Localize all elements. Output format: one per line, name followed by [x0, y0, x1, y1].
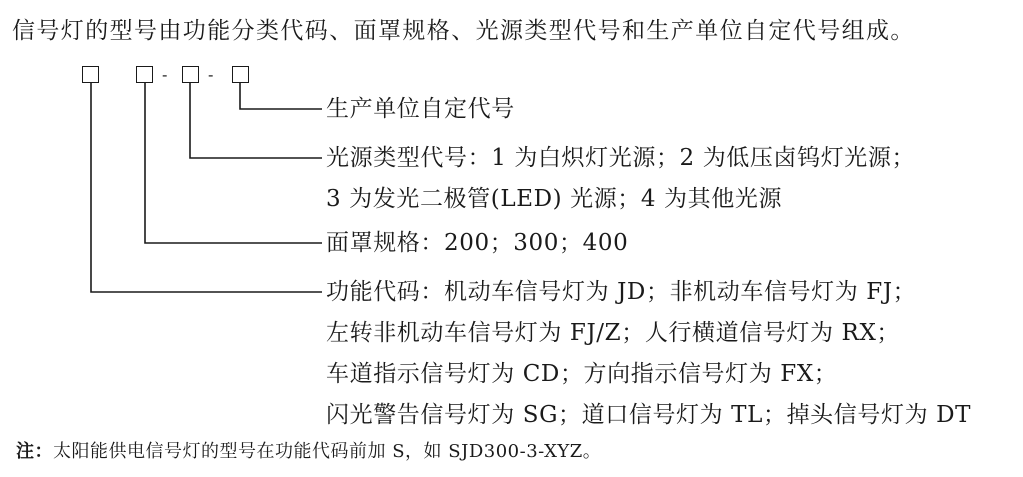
function-code-line-2: 左转非机动车信号灯为 FJ/Z；人行横道信号灯为 RX；: [326, 320, 901, 346]
separator-dash: -: [162, 65, 168, 84]
connector-producer: [240, 83, 322, 109]
producer-code-label: 生产单位自定代号: [326, 96, 515, 122]
footnote: [16, 440, 601, 464]
footnote-label: 注：: [16, 441, 53, 462]
separator-dash: -: [208, 65, 214, 84]
connector-function: [91, 83, 322, 292]
function-code-line-4: 闪光警告信号灯为 SG；道口信号灯为 TL；掉头信号灯为 DT: [326, 402, 972, 428]
connector-mask-size: [145, 83, 322, 243]
mask-size-label: 面罩规格：200；300；400: [326, 230, 629, 256]
light-source-line-1: 光源类型代号：1 为白炽灯光源；2 为低压卤钨灯光源；: [326, 145, 916, 171]
function-code-line-3: 车道指示信号灯为 CD；方向指示信号灯为 FX；: [326, 361, 838, 387]
intro-text: 信号灯的型号由功能分类代码、面罩规格、光源类型代号和生产单位自定代号组成。: [12, 18, 915, 44]
connector-light-source: [190, 83, 322, 158]
light-source-line-2: 3 为发光二极管(LED) 光源；4 为其他光源: [326, 186, 783, 212]
function-code-line-1: 功能代码：机动车信号灯为 JD；非机动车信号灯为 FJ；: [326, 279, 917, 305]
footnote-text: 太阳能供电信号灯的型号在功能代码前加 S，如 SJD300-3-XYZ。: [53, 441, 602, 462]
